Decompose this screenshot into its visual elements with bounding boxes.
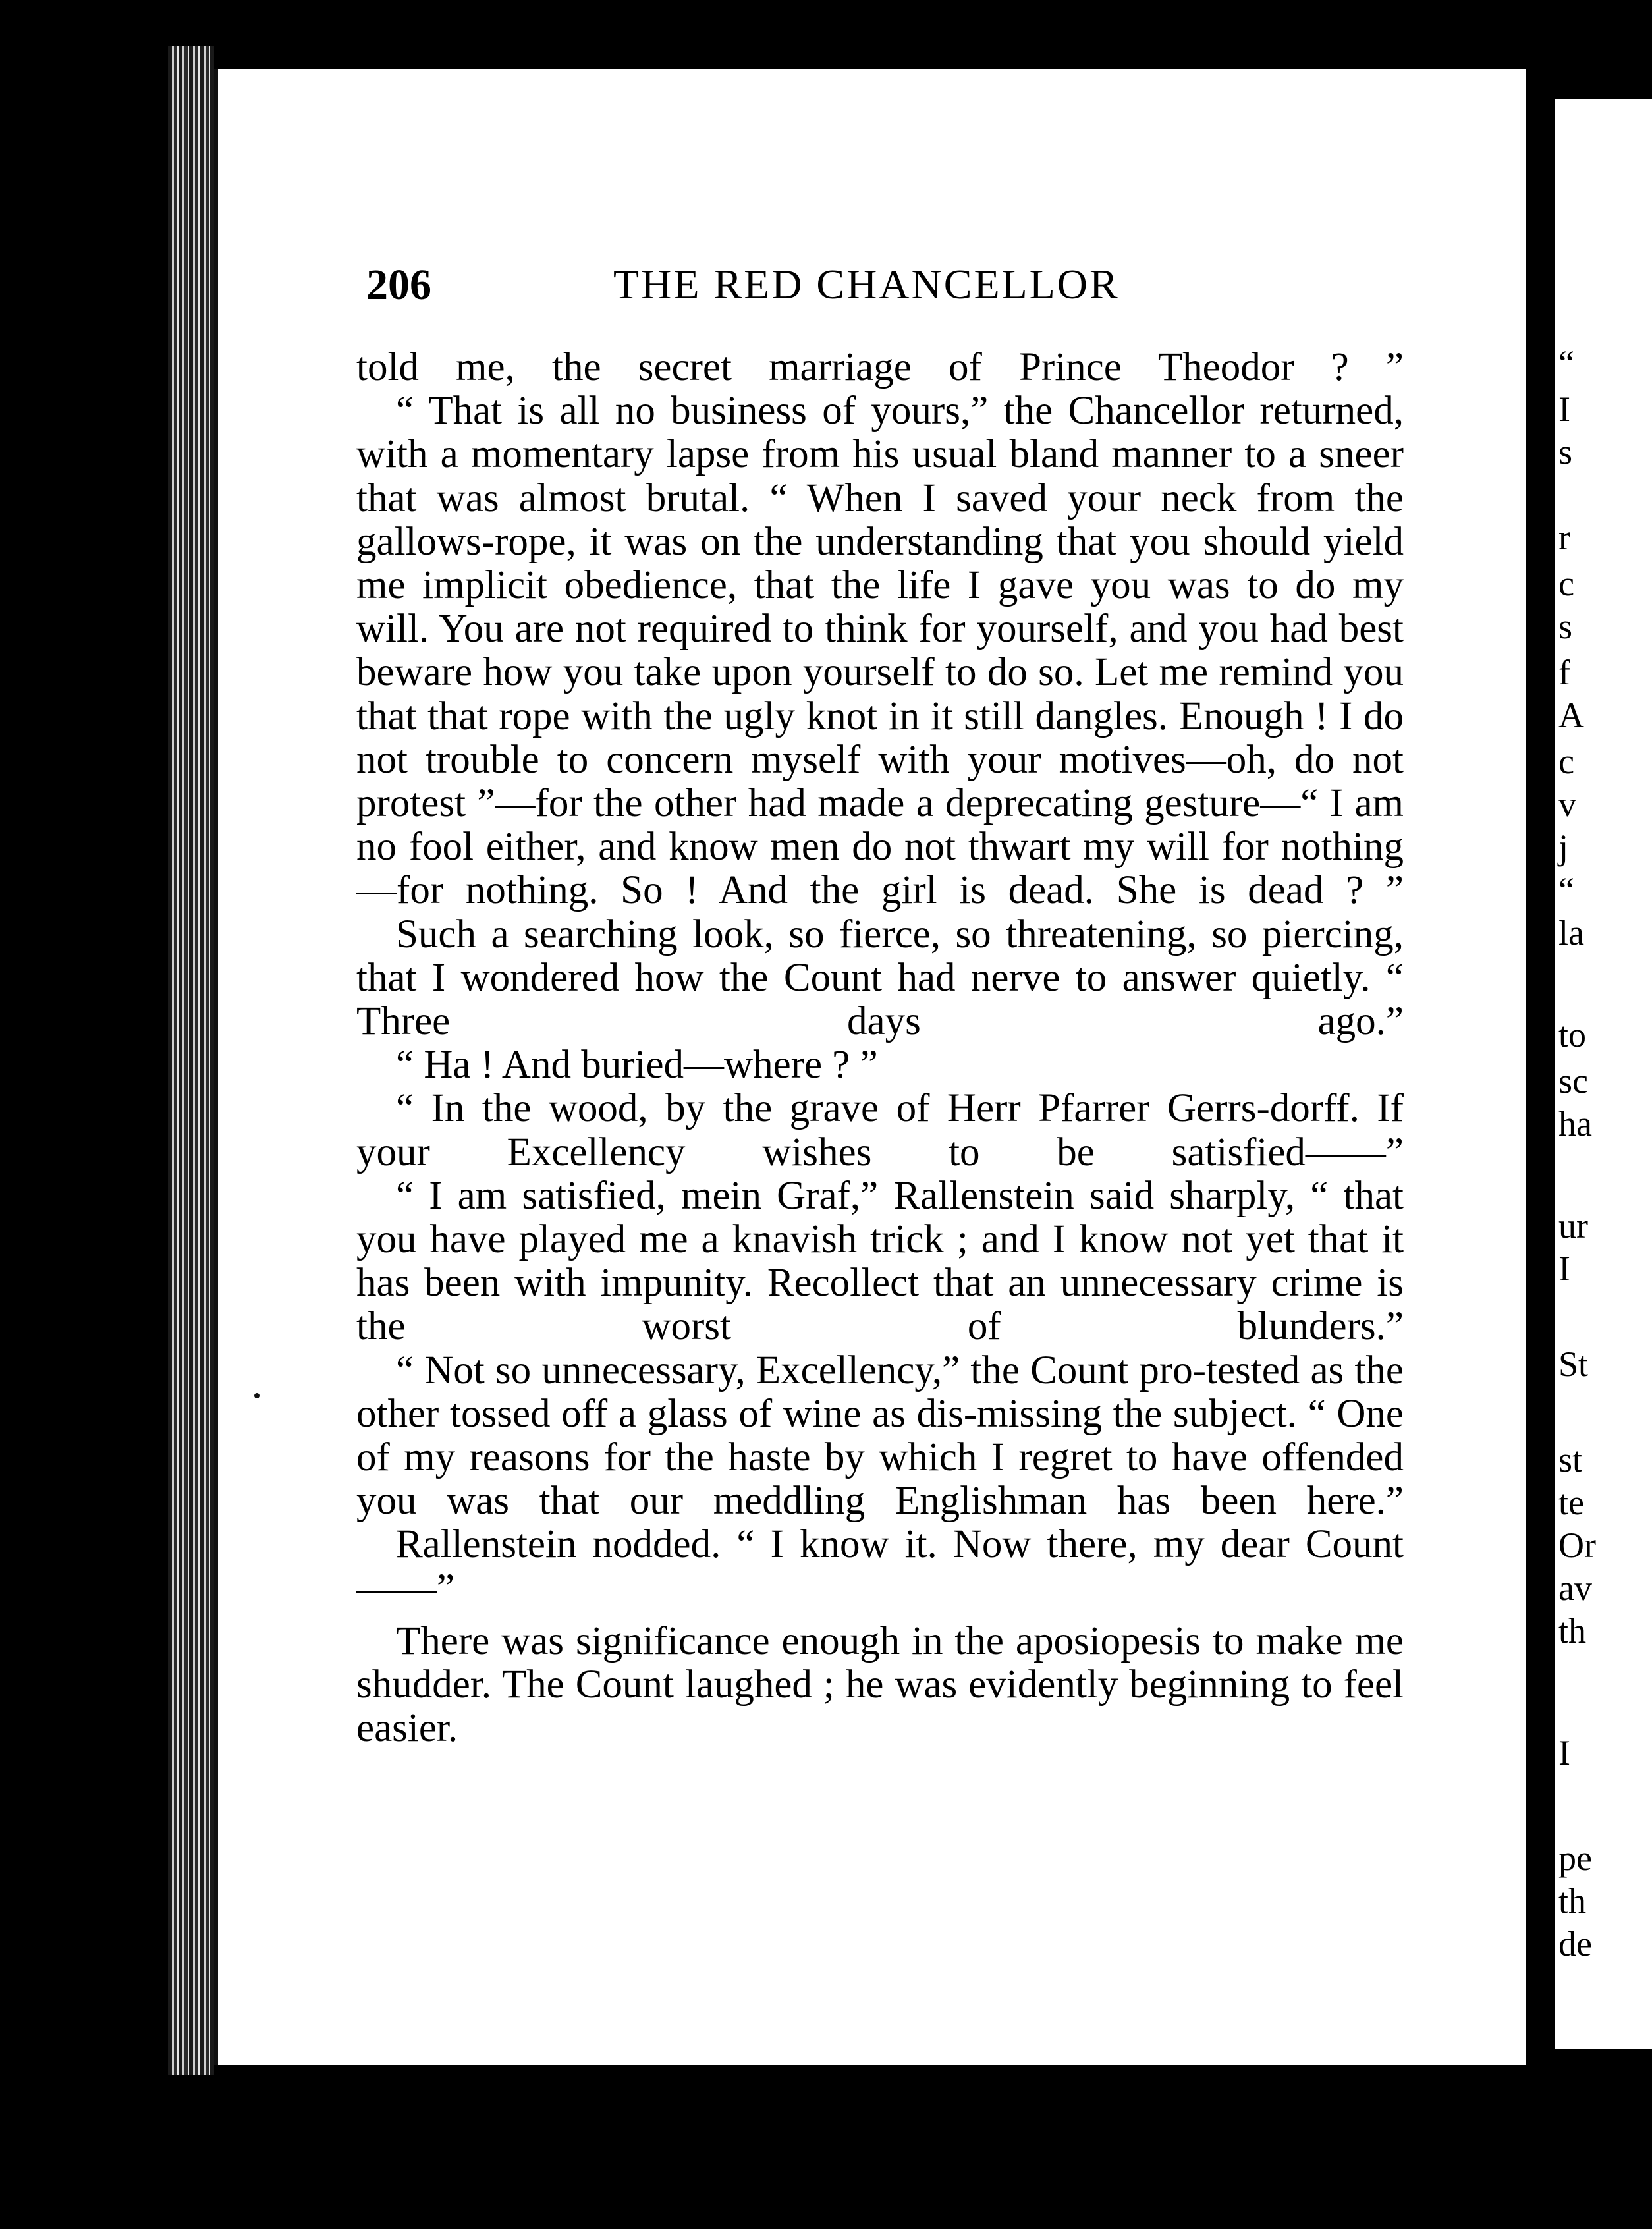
paragraph: Such a searching look, so fierce, so threatening, so piercing, that I wondered how the Count had nerve to answer quietly. “ Three days ago.”	[356, 912, 1404, 1044]
paragraph: told me, the secret marriage of Prince Theodor ? ”	[356, 345, 1404, 389]
book-page	[214, 69, 1526, 2065]
book-page-edges	[168, 46, 214, 2075]
adjacent-fragment: c	[1558, 742, 1574, 781]
adjacent-fragment: I	[1558, 1733, 1570, 1773]
adjacent-fragment: St	[1558, 1344, 1589, 1384]
adjacent-fragment: j	[1558, 827, 1569, 867]
paragraph: “ Ha ! And buried—where ? ”	[396, 1043, 878, 1087]
adjacent-fragment: to	[1558, 1015, 1587, 1055]
adjacent-fragment: te	[1558, 1483, 1584, 1522]
adjacent-fragment: th	[1558, 1881, 1587, 1921]
paragraph: Rallenstein nodded. “ I know it. Now there, my dear Count——”	[356, 1522, 1404, 1610]
adjacent-fragment: A	[1558, 696, 1584, 735]
adjacent-fragment: av	[1558, 1568, 1592, 1608]
paragraph: “ Not so unnecessary, Excellency,” the Count pro-tested as the other tossed off a glass of wine as dis-missing the subject. “ One of my reasons for the haste by which I regret to have offended you was that our meddling Englishman has been here.”	[356, 1348, 1404, 1524]
running-title: THE RED CHANCELLOR	[613, 261, 1120, 308]
adjacent-fragment: v	[1558, 784, 1576, 824]
adjacent-fragment: “	[1558, 343, 1574, 383]
adjacent-fragment: st	[1558, 1440, 1583, 1479]
adjacent-page	[1555, 99, 1652, 2049]
adjacent-fragment: “	[1558, 870, 1574, 910]
stray-mark	[254, 1393, 260, 1398]
adjacent-fragment: c	[1558, 564, 1574, 603]
page-header	[218, 260, 1526, 319]
adjacent-fragment: s	[1558, 432, 1573, 472]
paragraph: There was significance enough in the aposiopesis to make me shudder. The Count laughed ; he was evidently beginning to feel easier.	[356, 1618, 1404, 1751]
adjacent-fragment: pe	[1558, 1838, 1592, 1878]
adjacent-fragment: s	[1558, 607, 1573, 646]
adjacent-fragment: de	[1558, 1924, 1592, 1964]
body-text	[356, 346, 1404, 1751]
paragraph: “ I am satisfied, mein Graf,” Rallenstein said sharply, “ that you have played me a knavish trick ; and I know not yet that it has been with impunity. Recollect that an unnecessary crime is the worst of blunders.”	[356, 1173, 1404, 1349]
adjacent-fragment: Or	[1558, 1526, 1596, 1565]
adjacent-fragment: ur	[1558, 1206, 1588, 1246]
paragraph: “ In the wood, by the grave of Herr Pfarrer Gerrs-dorff. If your Excellency wishes to be satisfied——”	[356, 1086, 1404, 1174]
adjacent-fragment: ha	[1558, 1104, 1592, 1143]
page-number: 206	[366, 261, 431, 309]
adjacent-fragment: I	[1558, 389, 1570, 429]
adjacent-fragment: r	[1558, 518, 1570, 557]
adjacent-fragment: la	[1558, 913, 1584, 952]
paragraph: “ That is all no business of yours,” the Chancellor returned, with a momentary lapse from his usual bland manner to a sneer that was almost brutal. “ When I saved your neck from the gallows-rope, it was on the understanding that you should yield me implicit obedience, that the life I gave you was to do my will. You are not required to think for yourself, and you had best beware how you take upon yourself to do so. Let me remind you that that rope with the ugly knot in it still dangles. Enough ! I do not trouble to concern myself with your motives—oh, do not protest ”—for the other had made a deprecating gesture—“ I am no fool either, and know men do not thwart my will for nothing—for nothing. So ! And the girl is dead. She is dead ? ”	[356, 389, 1404, 913]
adjacent-fragment: sc	[1558, 1061, 1588, 1101]
adjacent-fragment: th	[1558, 1611, 1587, 1651]
adjacent-fragment: f	[1558, 653, 1570, 692]
adjacent-fragment: I	[1558, 1249, 1570, 1288]
